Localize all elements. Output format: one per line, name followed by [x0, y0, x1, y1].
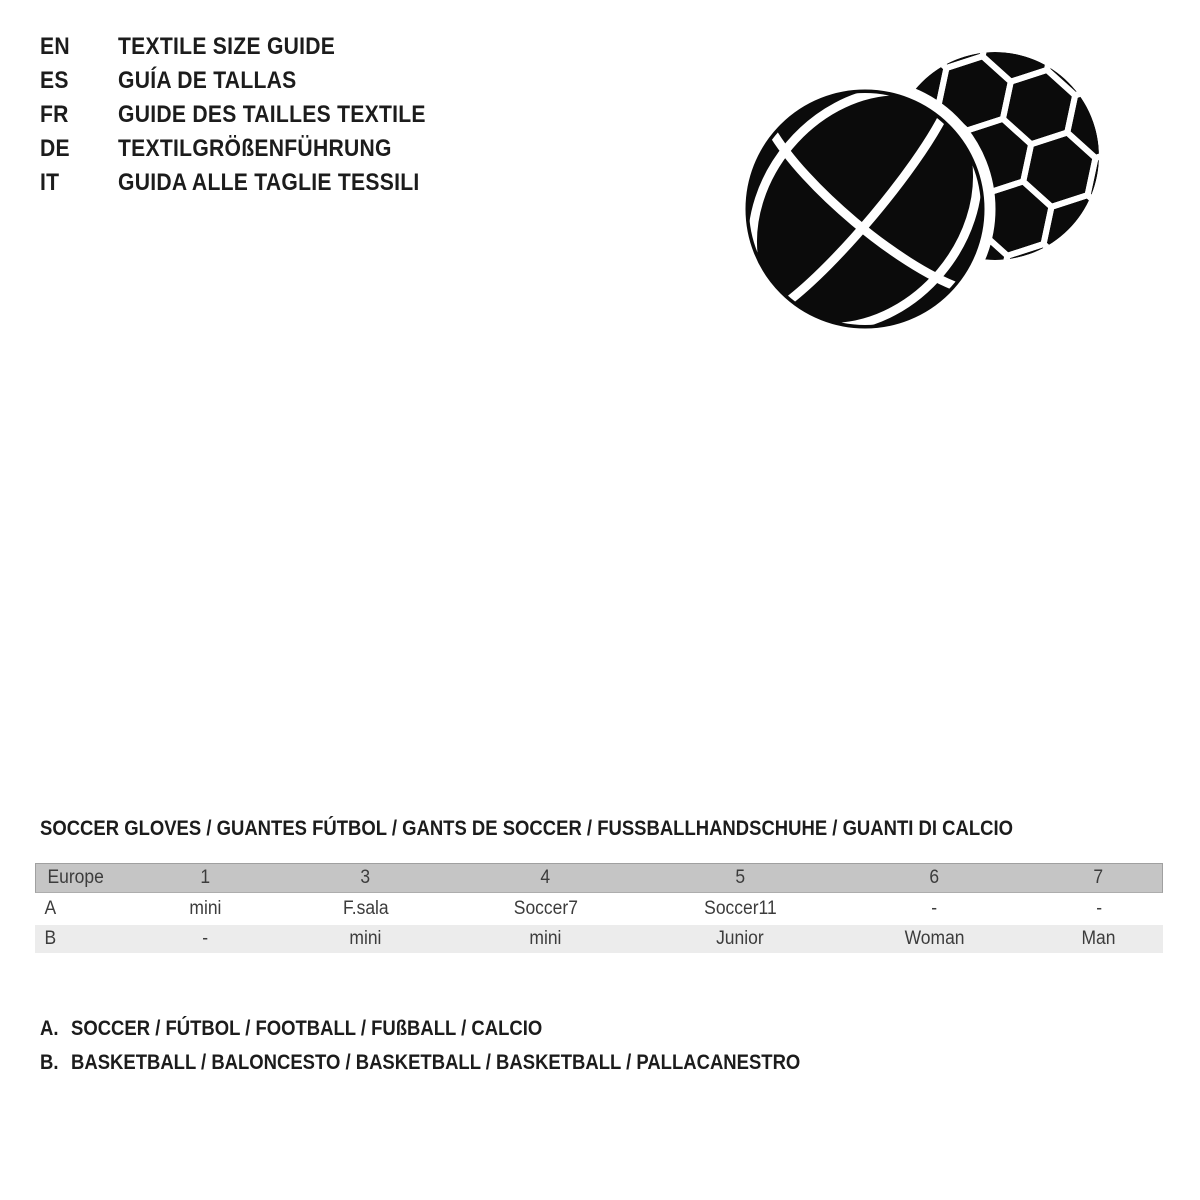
size-table-header-cell: 5 — [645, 863, 835, 893]
size-table-header-cell: 1 — [125, 863, 285, 893]
language-title-list — [40, 30, 468, 200]
legend-row — [40, 1012, 900, 1046]
legend-list — [40, 1012, 900, 1080]
size-table-header-cell: 6 — [835, 863, 1035, 893]
size-table-cell: Junior — [645, 923, 835, 953]
size-table-header-cell: Europe — [35, 863, 125, 893]
language-code: DE — [40, 135, 70, 162]
language-code: ES — [40, 67, 69, 94]
size-table-cell: F.sala — [285, 893, 445, 923]
legend-code: A. — [40, 1017, 59, 1040]
language-row — [40, 166, 468, 200]
size-table-cell: Soccer7 — [446, 893, 646, 923]
language-title: TEXTILGRÖßENFÜHRUNG — [118, 135, 392, 162]
language-row — [40, 98, 468, 132]
size-table-cell: Man — [1034, 923, 1163, 953]
language-code: FR — [40, 101, 69, 128]
legend-code: B. — [40, 1051, 59, 1074]
size-table-cell: B — [35, 923, 125, 953]
legend-label: SOCCER / FÚTBOL / FOOTBALL / FUßBALL / CALCIO — [71, 1017, 543, 1040]
language-code: IT — [40, 169, 60, 196]
size-table-title: SOCCER GLOVES / GUANTES FÚTBOL / GANTS DE SOCCER / FUSSBALLHANDSCHUHE / GUANTI DI CALCIO — [40, 817, 1013, 840]
size-table-cell: A — [35, 893, 125, 923]
size-table-cell: - — [835, 893, 1035, 923]
language-code: EN — [40, 33, 70, 60]
size-table-cell: Soccer11 — [645, 893, 835, 923]
language-title: TEXTILE SIZE GUIDE — [118, 33, 336, 60]
language-title: GUIDE DES TAILLES TEXTILE — [118, 101, 426, 128]
language-row — [40, 64, 468, 98]
size-table-cell: - — [125, 923, 285, 953]
language-title: GUIDA ALLE TAGLIE TESSILI — [118, 169, 420, 196]
language-row — [40, 30, 468, 64]
size-table-header-row — [35, 863, 1163, 893]
size-table-cell: mini — [446, 923, 646, 953]
size-table-cell: Woman — [835, 923, 1035, 953]
language-title: GUÍA DE TALLAS — [118, 67, 297, 94]
size-table-row — [35, 893, 1163, 923]
size-table-section — [35, 816, 1163, 953]
size-table — [35, 863, 1163, 953]
balls-illustration — [728, 40, 1108, 340]
size-table-cell: mini — [285, 923, 445, 953]
size-table-cell: mini — [125, 893, 285, 923]
legend-row — [40, 1046, 900, 1080]
language-row — [40, 132, 468, 166]
size-table-row — [35, 923, 1163, 953]
size-table-cell: - — [1034, 893, 1163, 923]
size-table-header-cell: 7 — [1034, 863, 1163, 893]
size-table-header-cell: 3 — [285, 863, 445, 893]
legend-label: BASKETBALL / BALONCESTO / BASKETBALL / BASKETBALL / PALLACANESTRO — [71, 1051, 801, 1074]
size-table-header-cell: 4 — [446, 863, 646, 893]
